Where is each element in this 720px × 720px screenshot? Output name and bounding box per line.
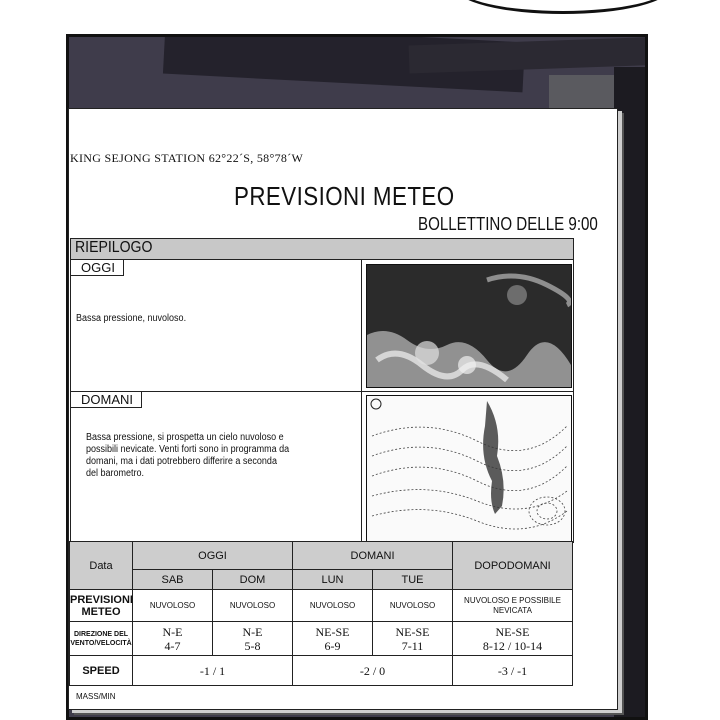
wind-speed: 6-9 — [324, 638, 341, 653]
forecast-cell: NUVOLOSO E POSSIBILE NEVICATA — [453, 590, 573, 622]
forecast-cell: NUVOLOSO — [373, 590, 453, 622]
wind-direction: N-E — [242, 624, 263, 639]
wind-speed: 8-12 / 10-14 — [482, 638, 543, 653]
isobar-map — [366, 395, 572, 542]
data-header: Data — [70, 542, 133, 590]
day-header-sab: SAB — [133, 570, 213, 590]
station-header: KING SEJONG STATION 62°22´S, 58°78´W — [70, 151, 304, 165]
wind-direction: NE-SE — [395, 624, 430, 639]
day-header-tue: TUE — [373, 570, 453, 590]
row-label-wind-line2: VENTO/VELOCITÀ — [70, 639, 132, 647]
day-header-lun: LUN — [293, 570, 373, 590]
tomorrow-description: Bassa pressione, si prospetta un cielo nuvoloso e possibili nevicate. Venti forti sono in programma da domani, ma i dati potrebbero differire a seconda del barometro. — [86, 432, 290, 479]
row-label-speed: SPEED — [70, 656, 133, 686]
wind-cell — [293, 622, 373, 656]
day-header-dom: DOM — [213, 570, 293, 590]
wind-direction: NE-SE — [495, 624, 530, 639]
background-shadow — [614, 67, 648, 720]
row-label-wind — [70, 622, 133, 656]
bulletin-time: BOLLETTINO DELLE 9:00 — [418, 214, 598, 234]
wind-direction: N-E — [162, 624, 183, 639]
forecast-cell: NUVOLOSO — [293, 590, 373, 622]
today-box — [70, 259, 363, 392]
wind-speed: 7-11 — [401, 638, 424, 653]
wind-cell — [133, 622, 213, 656]
row-label-partial: MASS/MIN — [76, 692, 116, 701]
today-tag: OGGI — [71, 260, 124, 276]
forecast-cell: NUVOLOSO — [133, 590, 213, 622]
summary-section-bar — [70, 238, 574, 260]
today-description: Bassa pressione, nuvoloso. — [76, 313, 187, 324]
group-header-domani: DOMANI — [293, 542, 453, 570]
forecast-table — [69, 541, 573, 686]
satellite-image — [366, 264, 572, 388]
group-header-oggi: OGGI — [133, 542, 293, 570]
speed-cell: -2 / 0 — [293, 656, 453, 686]
row-label-wind-line1: DIREZIONE DEL — [73, 630, 129, 638]
speed-cell: -1 / 1 — [133, 656, 293, 686]
row-label-forecast-line2: METEO — [81, 605, 121, 618]
summary-section-title: RIEPILOGO — [75, 239, 153, 256]
group-header-dopodomani: DOPODOMANI — [453, 542, 573, 590]
speech-bubble — [455, 0, 671, 14]
speed-cell: -3 / -1 — [453, 656, 573, 686]
wind-speed: 5-8 — [244, 638, 261, 653]
page-title: PREVISIONI METEO — [234, 181, 455, 211]
row-label-forecast-line1: PREVISIONI — [70, 593, 133, 606]
wind-speed: 4-7 — [164, 638, 181, 653]
wind-cell — [453, 622, 573, 656]
tomorrow-tag: DOMANI — [71, 392, 142, 408]
wind-cell — [213, 622, 293, 656]
wind-direction: NE-SE — [315, 624, 350, 639]
forecast-cell: NUVOLOSO — [213, 590, 293, 622]
wind-cell — [373, 622, 453, 656]
row-label-forecast — [70, 590, 133, 622]
